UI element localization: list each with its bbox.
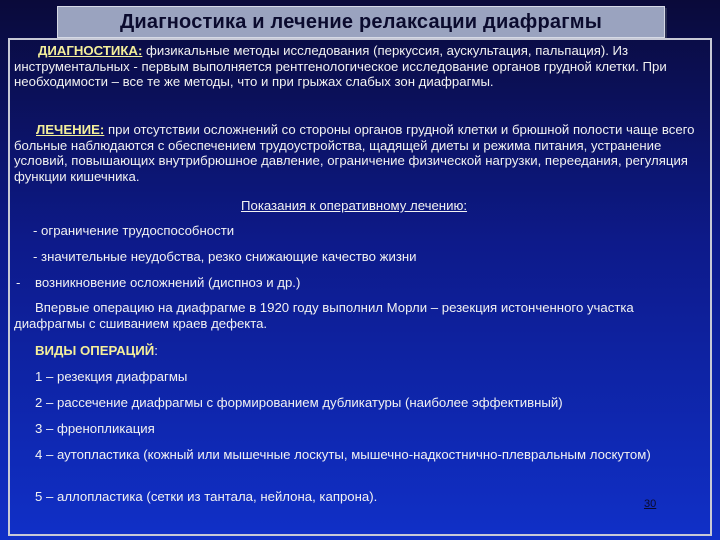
slide-title: Диагностика и лечение релаксации диафрагмы: [119, 10, 603, 33]
title-bar: [57, 6, 665, 38]
treatment-label: ЛЕЧЕНИЕ:: [36, 122, 105, 137]
indication-item: - ограничение трудоспособности: [33, 223, 235, 238]
operations-heading: ВИДЫ ОПЕРАЦИЙ: [35, 343, 155, 358]
history-paragraph: Впервые операцию на диафрагме в 1920 году выполнил Морли – резекция истонченного участка диафрагмы с сшиванием краев дефекта.: [14, 300, 634, 331]
operation-item: 4 – аутопластика (кожный или мышечные лоскуты, мышечно-надкостнично-плевральным лоскутом): [35, 447, 651, 462]
operation-item: 3 – френопликация: [35, 421, 155, 436]
operation-item: 5 – аллопластика (сетки из тантала, нейлона, капрона).: [35, 489, 378, 504]
treatment-text: при отсутствии осложнений со стороны органов грудной клетки и брюшной полости чаще всего больные наблюдаются с обеспечением трудоустройства, щадящей диеты и режима питания, устранение условий, повышающих внутрибрюшное давление, ограничение физической нагрузки, переедания, регуляция функции кишечника.: [14, 122, 695, 184]
treatment-paragraph: [14, 122, 708, 184]
indications-heading: Показания к оперативному лечению:: [241, 198, 468, 213]
operations-colon: :: [154, 343, 158, 358]
indication-dash: -: [16, 275, 21, 290]
operation-item: 1 – резекция диафрагмы: [35, 369, 188, 384]
diagnostics-text: физикальные методы исследования (перкуссия, аускультация, пальпация). Из инструментальных - первым выполняется рентгенологическое исследование органов грудной клетки. При необходимости – все те же методы, что и при грыжах слабых зон диафрагмы.: [14, 43, 667, 89]
page-number: 30: [644, 498, 657, 510]
operations-heading-line: [35, 343, 158, 359]
diagnostics-paragraph: [14, 43, 708, 90]
operation-item: 2 – рассечение диафрагмы с формированием дубликатуры (наиболее эффективный): [35, 395, 563, 410]
diagnostics-label: ДИАГНОСТИКА:: [38, 43, 143, 58]
indication-item: - значительные неудобства, резко снижающие качество жизни: [33, 249, 417, 264]
indication-item: возникновение осложнений (диспноэ и др.): [35, 275, 301, 290]
